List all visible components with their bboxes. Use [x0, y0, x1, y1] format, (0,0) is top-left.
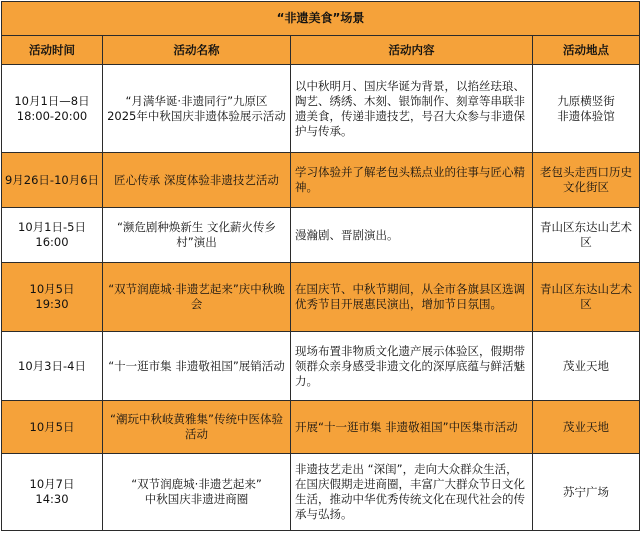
table-title: “非遗美食”场景	[2, 2, 640, 36]
cell-name: “十一逛市集 非遗敬祖国”展销活动	[103, 332, 291, 401]
cell-name: “潮玩中秋岐黄雅集”传统中医体验活动	[103, 401, 291, 454]
activity-table	[1, 1, 640, 531]
table-header-row	[2, 36, 640, 65]
cell-content: 在国庆节、中秋节期间，从全市各旗县区选调优秀节目开展惠民演出，增加节日氛围。	[291, 263, 533, 332]
header-content: 活动内容	[291, 36, 533, 65]
table-row	[2, 263, 640, 332]
cell-content: 现场布置非物质文化遗产展示体验区，假期带领群众亲身感受非遗文化的深厚底蕴与鲜活魅力。	[291, 332, 533, 401]
cell-content: 开展“十一逛市集 非遗敬祖国”中医集市活动	[291, 401, 533, 454]
cell-content: 学习体验并了解老包头糕点业的往事与匠心精神。	[291, 153, 533, 208]
cell-place: 青山区东达山艺术区	[533, 263, 640, 332]
cell-content: 非遗技艺走出 “深闺”，走向大众群众生活，在国庆假期走进商圈，丰富广大群众节日文化生活，推动中华优秀传统文化在现代社会的传承与弘扬。	[291, 454, 533, 531]
table-row	[2, 153, 640, 208]
cell-name: “濒危剧种焕新生 文化薪火传乡村”演出	[103, 208, 291, 263]
table-row	[2, 65, 640, 153]
cell-name: “双节润鹿城·非遗艺起来” 中秋国庆非遗进商圈	[103, 454, 291, 531]
cell-place: 青山区东达山艺术区	[533, 208, 640, 263]
cell-place: 九原横竖街 非遗体验馆	[533, 65, 640, 153]
header-place: 活动地点	[533, 36, 640, 65]
activity-table-container	[1, 1, 639, 541]
cell-time: 10月3日-4日	[2, 332, 103, 401]
table-row	[2, 401, 640, 454]
cell-name: 匠心传承 深度体验非遗技艺活动	[103, 153, 291, 208]
cell-place: 老包头走西口历史文化街区	[533, 153, 640, 208]
table-row	[2, 208, 640, 263]
cell-content: 以中秋明月、国庆华诞为背景，以掐丝珐琅、陶艺、绣绣、木刻、银饰制作、刻章等串联非遗美食，传递非遗技艺，号召大众参与非遗保护与传承。	[291, 65, 533, 153]
cell-place: 茂业天地	[533, 332, 640, 401]
cell-place: 茂业天地	[533, 401, 640, 454]
cell-content: 漫瀚剧、晋剧演出。	[291, 208, 533, 263]
cell-place: 苏宁广场	[533, 454, 640, 531]
cell-name: “双节润鹿城·非遗艺起来”庆中秋晚会	[103, 263, 291, 332]
cell-time: 9月26日-10月6日	[2, 153, 103, 208]
header-name: 活动名称	[103, 36, 291, 65]
cell-name: “月满华诞·非遗同行”九原区 2025年中秋国庆非遗体验展示活动	[103, 65, 291, 153]
header-time: 活动时间	[2, 36, 103, 65]
cell-time: 10月1日-5日 16:00	[2, 208, 103, 263]
table-title-row	[2, 2, 640, 36]
cell-time: 10月1日—8日 18:00-20:00	[2, 65, 103, 153]
cell-time: 10月5日	[2, 401, 103, 454]
table-row	[2, 454, 640, 531]
table-row	[2, 332, 640, 401]
cell-time: 10月5日 19:30	[2, 263, 103, 332]
cell-time: 10月7日 14:30	[2, 454, 103, 531]
